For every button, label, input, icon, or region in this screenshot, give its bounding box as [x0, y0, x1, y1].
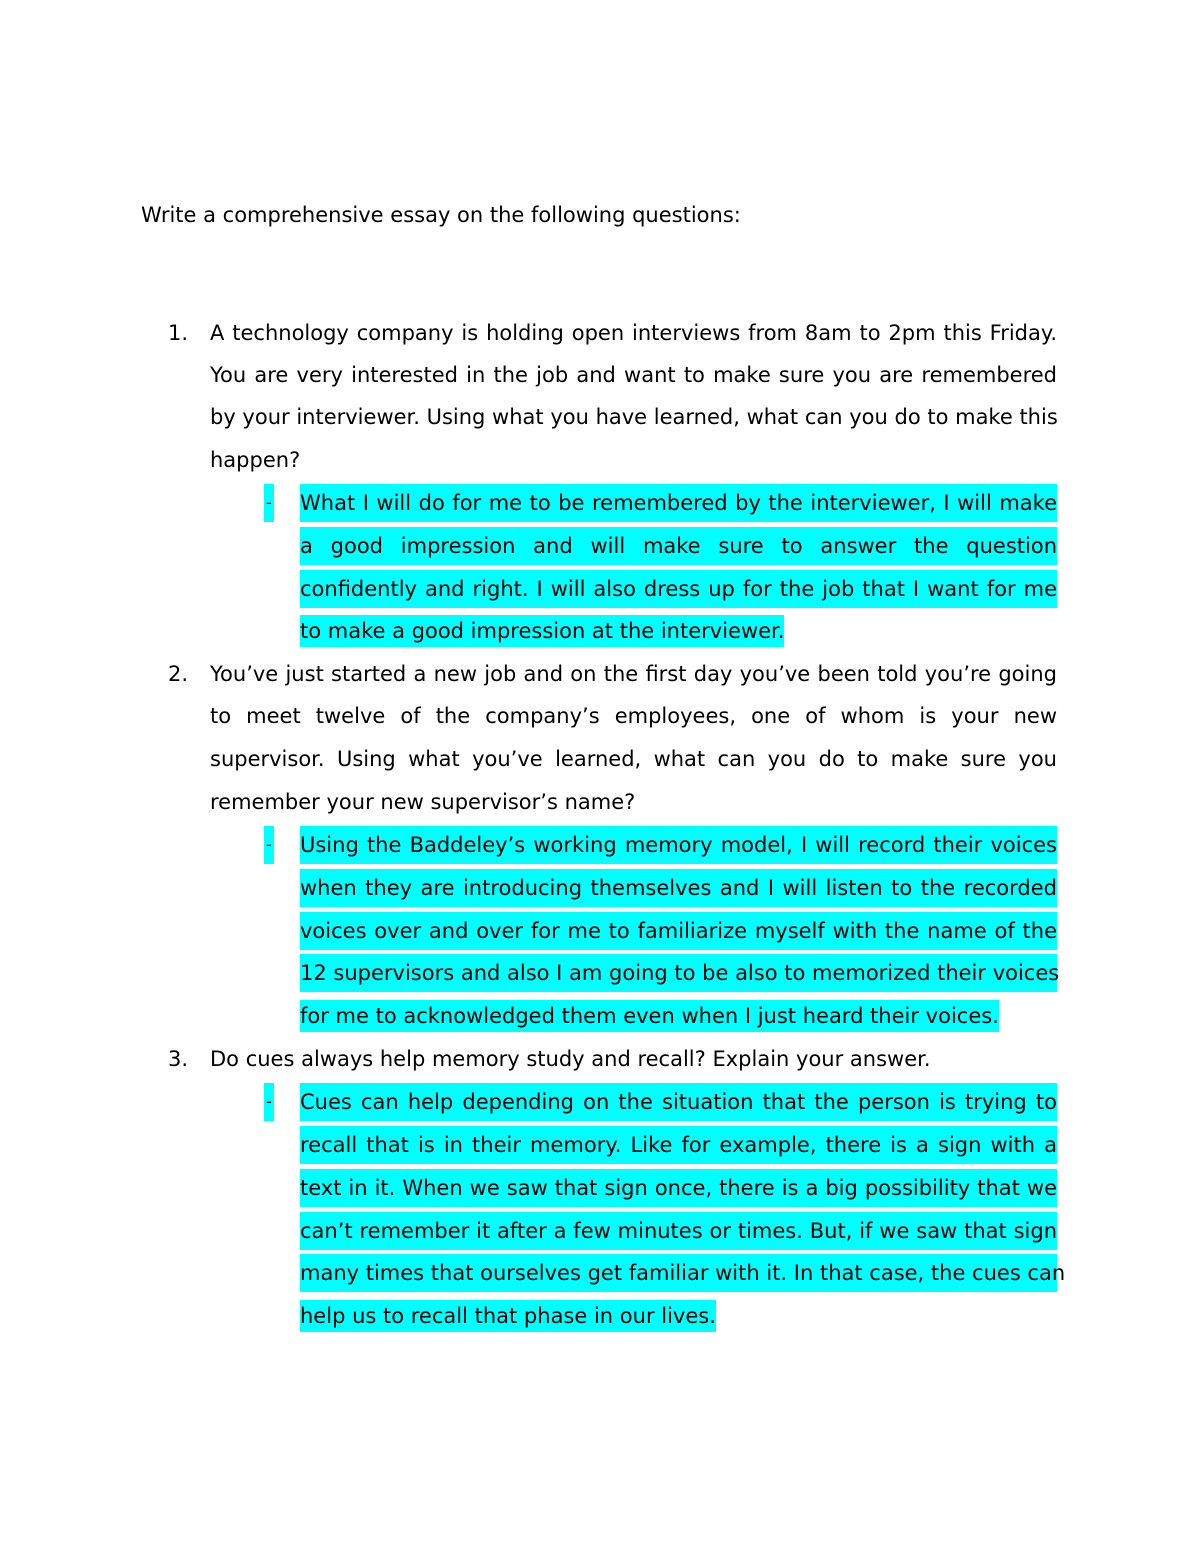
intro-heading: Write a comprehensive essay on the following questions: [141, 203, 741, 227]
question-line: You are very interested in the job and want to make sure you are remembered [210, 363, 1057, 387]
answer-line [300, 1301, 716, 1331]
answer-line-text: help us to recall that phase in our lives. [300, 1300, 716, 1332]
answer-line-text: can’t remember it after a few minutes or times. But, if we saw that sign [300, 1212, 1057, 1250]
question-line: by your interviewer. Using what you have learned, what can you do to make this [210, 405, 1058, 429]
answer-line-text: Using the Baddeley’s working memory model, I will record their voices [300, 826, 1057, 864]
answer-line [300, 1130, 1057, 1160]
answer-line [300, 531, 1057, 561]
answer-line [300, 1216, 1057, 1246]
answer-line [300, 1001, 999, 1031]
answer-line-text: voices over and over for me to familiarize myself with the name of the [300, 912, 1057, 950]
question-line: A technology company is holding open interviews from 8am to 2pm this Friday. [210, 321, 1057, 345]
answer-line-text: text in it. When we saw that sign once, there is a big possibility that we [300, 1169, 1057, 1207]
answer-line-text: Cues can help depending on the situation that the person is trying to [300, 1083, 1057, 1121]
question-line: You’ve just started a new job and on the first day you’ve been told you’re going [210, 662, 1057, 686]
question-line: happen? [210, 448, 301, 472]
answer-line-text: a good impression and will make sure to answer the question [300, 527, 1057, 565]
question-line: to meet twelve of the company’s employees, one of whom is your new [210, 704, 1057, 728]
answer-line [300, 830, 1057, 860]
answer-line-text: for me to acknowledged them even when I just heard their voices. [300, 1000, 999, 1032]
answer-line [300, 1087, 1057, 1117]
answer-bullet: - [266, 1092, 272, 1111]
answer-line [300, 574, 1057, 604]
answer-line [300, 488, 1057, 518]
question-number: 2. [168, 662, 189, 686]
answer-line-text: 12 supervisors and also I am going to be also to memorized their voices [300, 954, 1057, 992]
answer-line-text: recall that is in their memory. Like for example, there is a sign with a [300, 1126, 1057, 1164]
question-number: 3. [168, 1047, 189, 1071]
answer-line [300, 873, 1057, 903]
question-line: remember your new supervisor’s name? [210, 790, 636, 814]
answer-line [300, 1173, 1057, 1203]
answer-line [300, 958, 1060, 988]
answer-line [300, 616, 784, 646]
answer-line-text: many times that ourselves get familiar with it. In that case, the cues can [300, 1254, 1057, 1292]
answer-line [300, 1258, 1066, 1288]
answer-bullet: - [266, 493, 272, 512]
answer-bullet: - [266, 835, 272, 854]
answer-line-text: when they are introducing themselves and I will listen to the recorded [300, 869, 1057, 907]
answer-line-text: What I will do for me to be remembered by the interviewer, I will make [300, 484, 1057, 522]
answer-line-text: confidently and right. I will also dress up for the job that I want for me [300, 570, 1057, 608]
question-line: Do cues always help memory study and recall? Explain your answer. [210, 1047, 931, 1071]
question-line: supervisor. Using what you’ve learned, what can you do to make sure you [210, 747, 1057, 771]
question-number: 1. [168, 321, 189, 345]
answer-line-text: to make a good impression at the interviewer. [300, 615, 784, 647]
answer-line [300, 916, 1057, 946]
